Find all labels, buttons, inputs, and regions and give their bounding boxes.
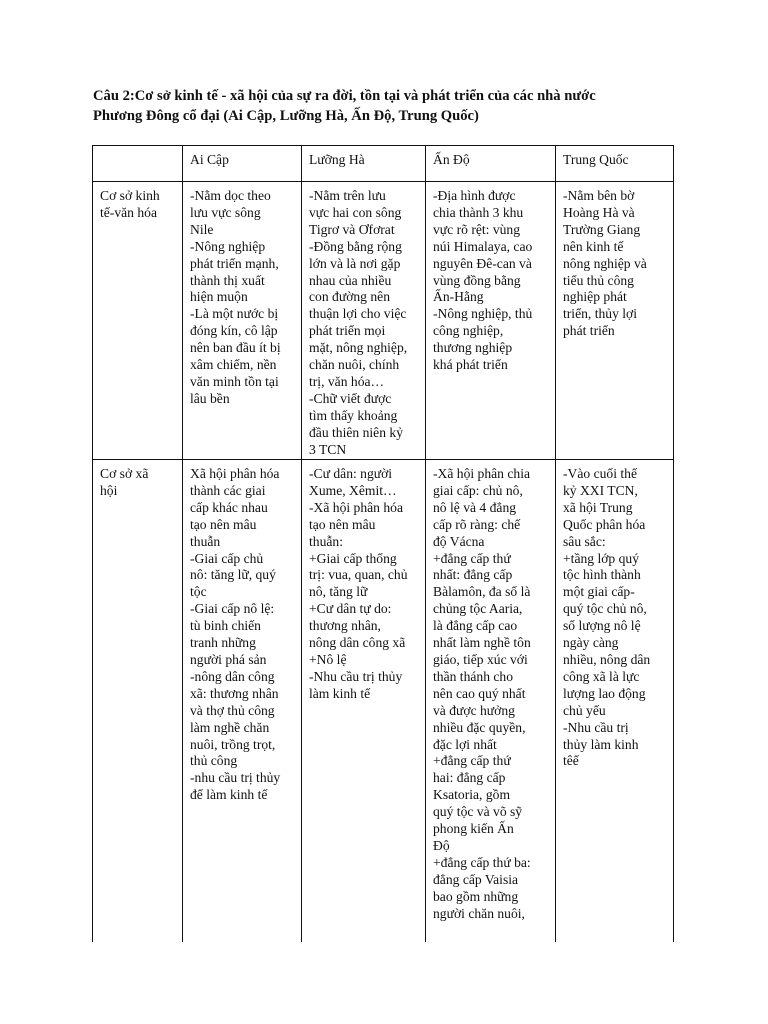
header-cell-luong-ha: Lưỡng Hà [302,146,426,182]
table-cell: -Xã hội phân chia giai cấp: chủ nô, nô lệ và 4 đẳng cấp rõ ràng: chế độ Vácna +đẳng cấp thứ nhất: đẳng cấp Bàlamôn, đa số là chủng tộc Aaria, là đẳng cấp cao nhất làm nghề tôn giáo, tiếp xúc với thần thánh cho nên cao quý nhất và được hưởng nhiều đặc quyền, đặc lợi nhất +đẳng cấp thứ hai: đẳng cấp Ksatoria, gồm quý tộc và võ sỹ phong kiến Ấn Độ +đẳng cấp thứ ba: đẳng cấp Vaisia bao gồm những người chăn nuôi, [426,460,556,943]
table-header-row [93,146,674,182]
row-label: Cơ sở kinh tế-văn hóa [93,182,183,460]
header-cell-trung-quoc: Trung Quốc [556,146,674,182]
header-cell-ai-cap: Ai Cập [183,146,302,182]
table-cell: -Vào cuối thế kỷ XXI TCN, xã hội Trung Quốc phân hóa sâu sắc: +tầng lớp quý tộc hình thành một giai cấp- quý tộc chủ nô, số lượng nô lệ ngày càng nhiều, nông dân công xã là lực lượng lao động chủ yếu -Nhu cầu trị thủy làm kinh têế [556,460,674,943]
row-label: Cơ sở xã hội [93,460,183,943]
table-row-economy-culture [93,182,674,460]
table-cell: -Nằm trên lưu vực hai con sông Tigrơ và Ơfơrat -Đồng bằng rộng lớn và là nơi gặp nhau của nhiều con đường nên thuận lợi cho việc phát triển mọi mặt, nông nghiệp, chăn nuôi, chính trị, văn hóa… -Chữ viết được tìm thấy khoảng đầu thiên niên kỷ 3 TCN [302,182,426,460]
comparison-table [92,145,674,942]
header-cell-an-do: Ấn Độ [426,146,556,182]
table-cell: -Nằm dọc theo lưu vực sông Nile -Nông nghiệp phát triển mạnh, thành thị xuất hiện muộn -Là một nước bị đóng kín, cô lập nên ban đầu ít bị xâm chiếm, nền văn minh tồn tại lâu bền [183,182,302,460]
question-title: Câu 2:Cơ sở kinh tế - xã hội của sự ra đời, tồn tại và phát triển của các nhà nước Phương Đông cổ đại (Ai Cập, Lưỡng Hà, Ấn Độ, Trung Quốc) [93,88,596,124]
table-cell: -Cư dân: người Xume, Xêmit… -Xã hội phân hóa tạo nên mâu thuẫn: +Giai cấp thống trị: vua, quan, chủ nô, tăng lữ +Cư dân tự do: thương nhân, nông dân công xã +Nô lệ -Nhu cầu trị thủy làm kinh tế [302,460,426,943]
table-row-society [93,460,674,943]
table-cell: Xã hội phân hóa thành các giai cấp khác nhau tạo nên mâu thuẫn -Giai cấp chủ nô: tăng lữ, quý tộc -Giai cấp nô lệ: tù binh chiến tranh những người phá sản -nông dân công xã: thương nhân và thợ thủ công làm nghề chăn nuôi, trồng trọt, thủ công -nhu cầu trị thủy để làm kinh tế [183,460,302,943]
table-cell: -Địa hình được chia thành 3 khu vực rõ rệt: vùng núi Himalaya, cao nguyên Đê-can và vùng đồng bằng Ấn-Hằng -Nông nghiệp, thủ công nghiệp, thương nghiệp khá phát triển [426,182,556,460]
header-cell-empty [93,146,183,182]
table-cell: -Nằm bên bờ Hoàng Hà và Trường Giang nên kinh tế nông nghiệp và tiểu thủ công nghiệp phát triển, thủy lợi phát triển [556,182,674,460]
